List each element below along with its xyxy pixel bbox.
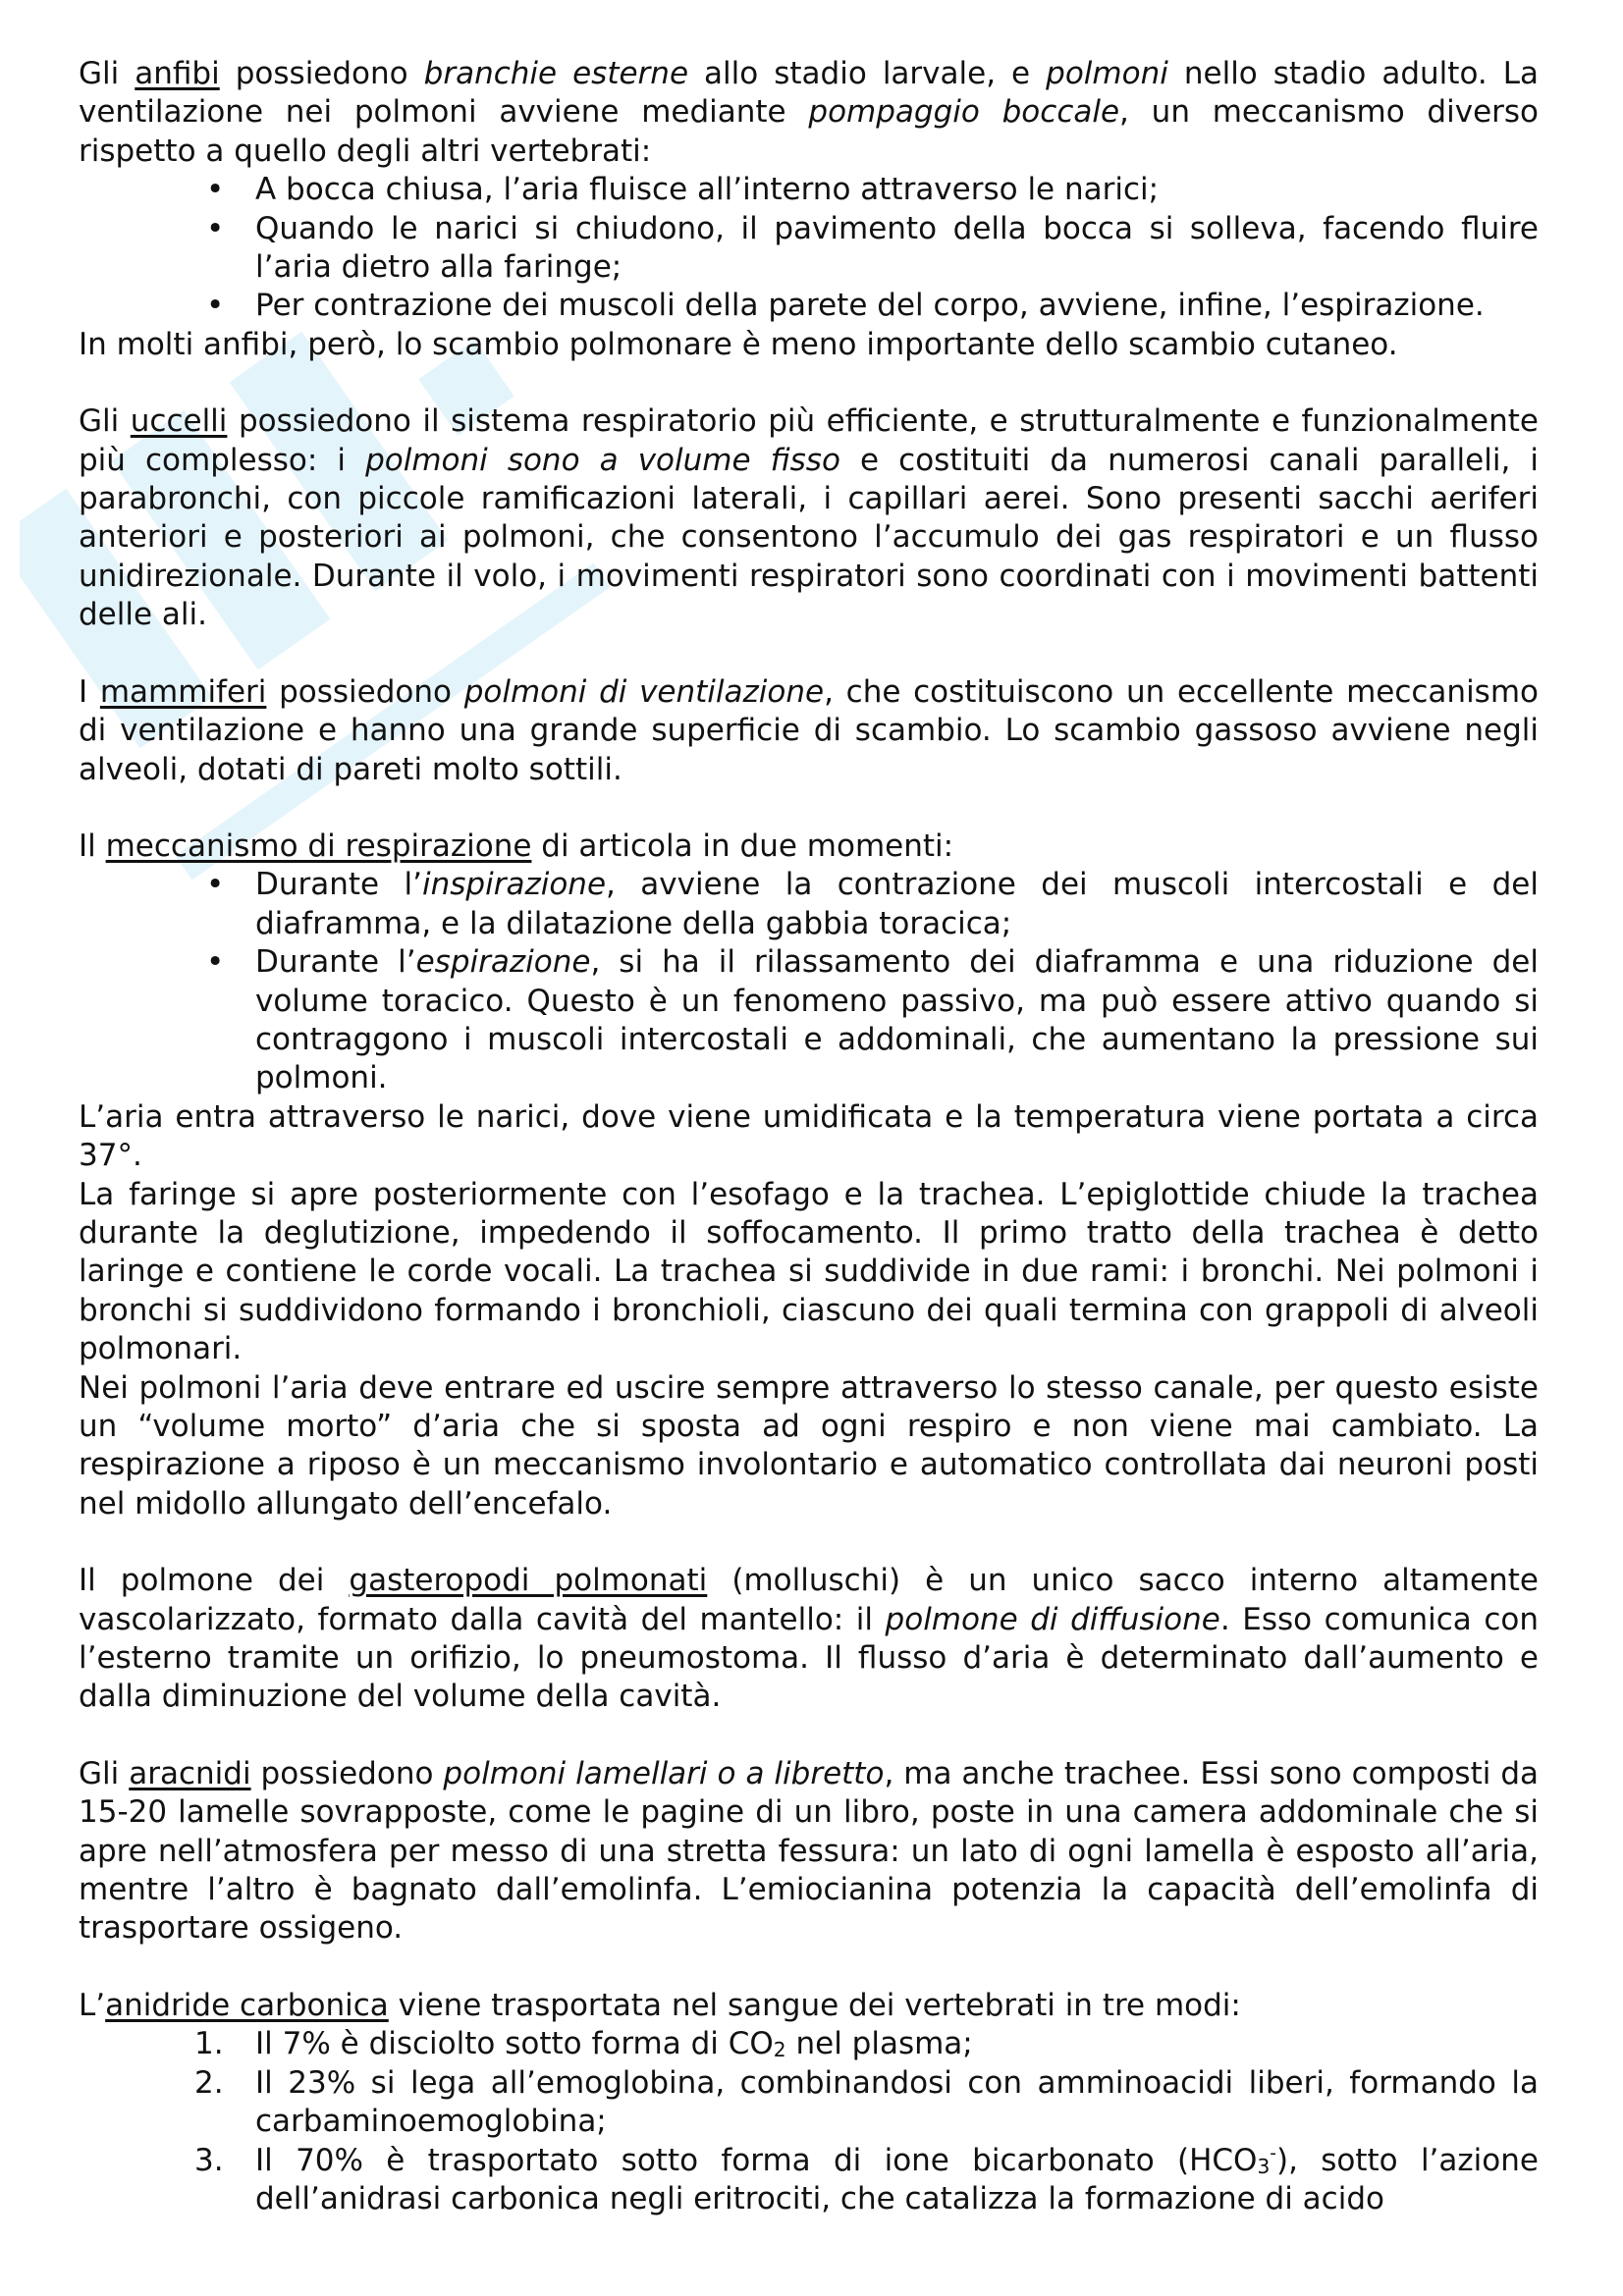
amphibians-term: anfibi	[135, 56, 220, 91]
gastropods-term: gasteropodi polmonati	[349, 1563, 708, 1599]
list-item: 2. Il 23% si lega all’emoglobina, combinandosi con amminoacidi liberi, formando la carbaminoemoglobina;	[194, 2064, 1539, 2140]
amphibians-paragraph: Gli anfibi possiedono branchie esterne allo stadio larvale, e polmoni nello stadio adulto. La ventilazione nei polmoni avviene mediante pompaggio boccale, un meccanismo diverso rispetto a quello degli altri vertebrati:	[79, 56, 1540, 169]
amphibians-bullet-list	[79, 171, 1539, 326]
list-item: • A bocca chiusa, l’aria fluisce all’interno attraverso le narici;	[255, 171, 1539, 209]
gastropods-paragraph: Il polmone dei gasteropodi polmonati (molluschi) è un unico sacco interno altamente vascolarizzato, formato dalla cavità del mantello: il polmone di diffusione. Esso comunica con l’esterno tramite un orifizio, lo pneumostoma. Il flusso d’aria è determinato dall’aumento e dalla diminuzione del volume della cavità.	[79, 1563, 1540, 1715]
co2-numbered-list	[79, 2025, 1539, 2218]
arachnids-paragraph: Gli aracnidi possiedono polmoni lamellari o a libretto, ma anche trachee. Essi sono composti da 15-20 lamelle sovrapposte, come le pagine di un libro, poste in una camera addominale che si apre nell’atmosfera per messo di una stretta fessura: un lato di ogni lamella è esposto all’aria, mentre l’altro è bagnato dall’emolinfa. L’emiocianina potenzia la capacità dell’emolinfa di trasportare ossigeno.	[79, 1755, 1539, 1947]
mammals-paragraph: I mammiferi possiedono polmoni di ventilazione, che costituiscono un eccellente meccanismo di ventilazione e hanno una grande superficie di scambio. Lo scambio gassoso avviene negli alveoli, dotati di pareti molto sottili.	[79, 673, 1539, 787]
list-item: • Quando le narici si chiudono, il pavimento della bocca si solleva, facendo fluire l’aria dietro alla faringe;	[255, 210, 1539, 288]
mechanism-paragraph: Il meccanismo di respirazione di articola in due momenti:	[79, 828, 954, 864]
mechanism-term: meccanismo di respirazione	[105, 828, 532, 864]
co2-paragraph: L’anidride carbonica viene trasportata nel sangue dei vertebrati in tre modi:	[79, 1987, 1241, 2023]
list-item: • Durante l’inspirazione, avviene la contrazione dei muscoli intercostali e del diaframma, e la dilatazione della gabbia toracica;	[255, 866, 1539, 943]
arachnids-term: aracnidi	[129, 1755, 251, 1791]
air-entry-paragraph: L’aria entra attraverso le narici, dove viene umidificata e la temperatura viene portata a circa 37°.	[79, 1098, 1539, 1174]
birds-term: uccelli	[130, 403, 228, 440]
document-page	[79, 55, 1539, 2218]
list-item: • Per contrazione dei muscoli della parete del corpo, avviene, infine, l’espirazione.	[255, 287, 1539, 325]
list-item: 3. Il 70% è trasportato sotto forma di ione bicarbonato $(HCO_3^-)$, sotto l’azione dell’anidrasi carbonica negli eritrociti, che catalizza la formazione di acido	[194, 2142, 1539, 2216]
list-item: • Durante l’espirazione, si ha il rilassamento dei diaframma e una riduzione del volume toracico. Questo è un fenomeno passivo, ma può essere attivo quando si contraggono i muscoli intercostali e addominali, che aumentano la pressione sui polmoni.	[255, 943, 1539, 1098]
pharynx-paragraph: La faringe si apre posteriormente con l’esofago e la trachea. L’epiglottide chiude la trachea durante la deglutizione, impedendo il soffocamento. Il primo tratto della trachea è detto laringe e contiene le corde vocali. La trachea si suddivide in due rami: i bronchi. Nei polmoni i bronchi si suddividono formando i bronchioli, ciascuno dei quali termina con grappoli di alveoli polmonari.	[79, 1176, 1539, 1367]
mechanism-bullet-list	[79, 866, 1539, 1097]
mammals-term: mammiferi	[99, 673, 267, 710]
co2-term: anidride carbonica	[105, 1987, 389, 2023]
list-item: 1. Il 7% è disciolto sotto forma di $CO_2$ nel plasma;	[194, 2026, 973, 2062]
birds-paragraph: Gli uccelli possiedono il sistema respiratorio più efficiente, e strutturalmente e funzionalmente più complesso: i polmoni sono a volume fisso e costituiti da numerosi canali paralleli, i parabronchi, con piccole ramificazioni laterali, i capillari aerei. Sono presenti sacchi aeriferi anteriori e posteriori ai polmoni, che consentono l’accumulo dei gas respiratori e un flusso unidirezionale. Durante il volo, i movimenti respiratori sono coordinati con i movimenti battenti delle ali.	[79, 403, 1539, 633]
amphibians-closing: In molti anfibi, però, lo scambio polmonare è meno importante dello scambio cutaneo.	[79, 326, 1398, 362]
dead-volume-paragraph: Nei polmoni l’aria deve entrare ed uscire sempre attraverso lo stesso canale, per questo esiste un “volume morto” d’aria che si sposta ad ogni respiro e non viene mai cambiato. La respirazione a riposo è un meccanismo involontario e automatico controllata dai neuroni posti nel midollo allungato dell’encefalo.	[79, 1369, 1539, 1522]
